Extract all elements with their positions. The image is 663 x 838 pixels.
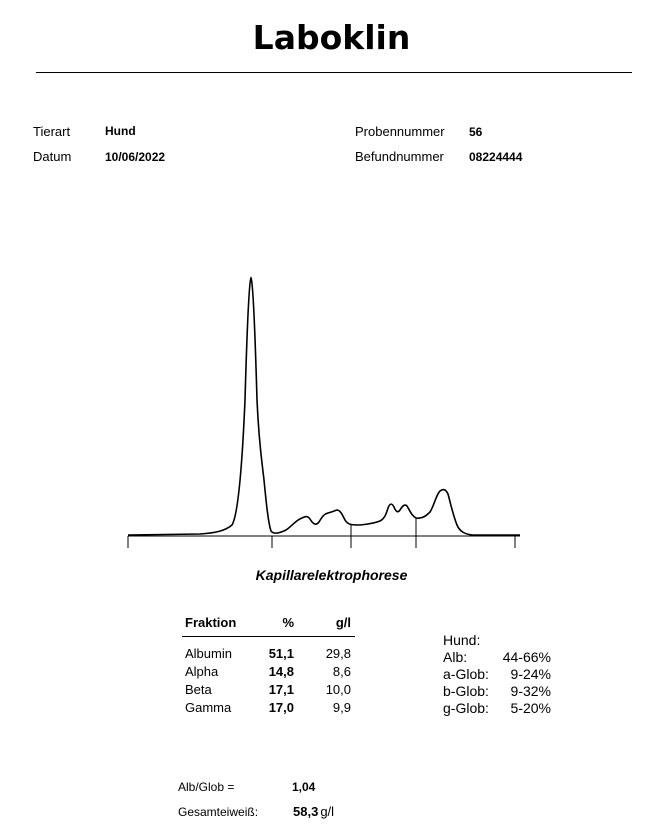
datum-label: Datum xyxy=(33,149,72,164)
fraction-pct: 14,8 xyxy=(268,664,294,679)
datum-value: 10/06/2022 xyxy=(105,150,166,164)
fraction-name: Albumin xyxy=(185,646,232,661)
befundnummer-label: Befundnummer xyxy=(355,149,444,164)
table-row xyxy=(182,681,355,699)
tierart-label: Tierart xyxy=(33,124,71,139)
reference-row xyxy=(443,683,551,700)
header-percent: % xyxy=(282,615,294,630)
fraction-pct: 51,1 xyxy=(268,646,294,661)
reference-species: Hund: xyxy=(443,632,481,648)
fraction-pct: 17,0 xyxy=(268,700,294,715)
fraction-name: Alpha xyxy=(185,664,219,679)
reference-value: 44-66% xyxy=(502,649,551,665)
table-row xyxy=(182,663,355,681)
fraction-gl: 10,0 xyxy=(325,682,351,697)
fraction-gl: 9,9 xyxy=(332,700,351,715)
alb-glob-value: 1,04 xyxy=(292,780,316,794)
reference-row xyxy=(443,666,551,683)
reference-value: 9-24% xyxy=(510,666,551,682)
electrophoresis-curve xyxy=(128,278,520,535)
fraction-name: Beta xyxy=(185,682,212,697)
reference-value: 5-20% xyxy=(510,700,551,716)
reference-key: g-Glob: xyxy=(443,700,489,716)
fraction-name: Gamma xyxy=(185,700,232,715)
tierart-value: Hund xyxy=(105,124,136,138)
gesamteiweiss-value-group xyxy=(293,804,334,819)
reference-key: Alb: xyxy=(443,649,468,665)
reference-key: b-Glob: xyxy=(443,683,489,699)
fraction-table xyxy=(182,614,355,717)
fraction-gl: 8,6 xyxy=(332,664,351,679)
alb-glob-label: Alb/Glob = xyxy=(178,780,235,794)
fraction-gl: 29,8 xyxy=(325,646,351,661)
table-row xyxy=(182,699,355,717)
fraction-table-header xyxy=(182,614,355,637)
header-gl: g/l xyxy=(335,615,351,630)
befundnummer-value: 08224444 xyxy=(469,150,523,164)
table-row xyxy=(182,637,355,664)
chart-caption: Kapillarelektrophorese xyxy=(255,567,408,583)
reference-value: 9-32% xyxy=(510,683,551,699)
probennummer-value: 56 xyxy=(469,125,483,139)
gesamteiweiss-value: 58,3 xyxy=(293,804,319,819)
probennummer-label: Probennummer xyxy=(355,124,445,139)
reference-key: a-Glob: xyxy=(443,666,489,682)
reference-ranges xyxy=(443,632,551,717)
lab-title: Laboklin xyxy=(252,18,411,57)
reference-row xyxy=(443,700,551,717)
gesamteiweiss-label: Gesamteiweiß: xyxy=(178,805,259,819)
fraction-pct: 17,1 xyxy=(268,682,294,697)
gesamteiweiss-unit: g/l xyxy=(320,804,335,819)
header-fraktion: Fraktion xyxy=(185,615,237,630)
reference-row xyxy=(443,649,551,666)
